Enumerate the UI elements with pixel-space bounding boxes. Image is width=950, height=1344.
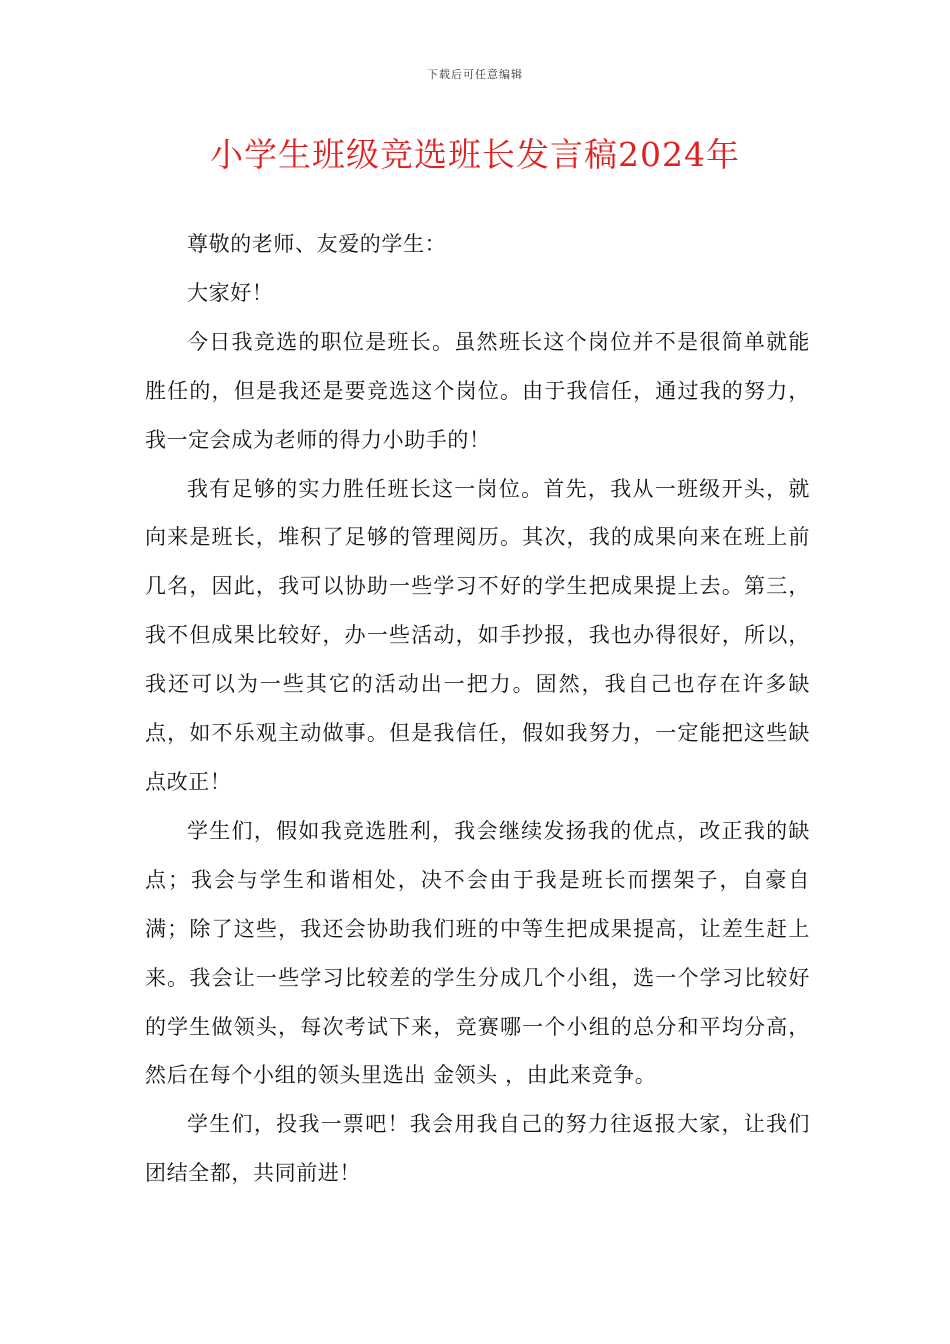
paragraph-greeting: 大家好！ xyxy=(187,280,274,305)
paragraph-intro: 今日我竞选的职位是班长。虽然班长这个岗位并不是很简单就能胜任的，但是我还是要竞选这个岗位。由于我信任，通过我的努力，我一定会成为老师的得力小助手的！ xyxy=(145,329,810,452)
document-title: 小学生班级竞选班长发言稿2024年 xyxy=(210,135,740,174)
header-note: 下载后可任意编辑 xyxy=(427,68,523,81)
paragraph-qualifications: 我有足够的实力胜任班长这一岗位。首先，我从一班级开头，就向来是班长，堆积了足够的管理阅历。其次，我的成果向来在班上前几名，因此，我可以协助一些学习不好的学生把成果提上去。第三，我不但成果比较好，办一些活动，如手抄报，我也办得很好，所以，我还可以为一些其它的活动出一把力。固然，我自己也存在许多缺点，如不乐观主动做事。但是我信任，假如我努力，一定能把这些缺点改正！ xyxy=(145,476,810,794)
paragraph-closing: 学生们，投我一票吧！我会用我自己的努力往返报大家，让我们团结全都，共同前进！ xyxy=(145,1112,810,1186)
paragraph-promises: 学生们，假如我竞选胜利，我会继续发扬我的优点，改正我的缺点；我会与学生和谐相处，决不会由于我是班长而摆架子，自豪自满；除了这些，我还会协助我们班的中等生把成果提高，让差生赶上来。我会让一些学习比较差的学生分成几个小组，选一个学习比较好的学生做领头，每次考试下来，竞赛哪一个小组的总分和平均分高，然后在每个小组的领头里选出 金领头 ，由此来竞争。 xyxy=(145,818,810,1088)
document-body xyxy=(145,220,810,1198)
paragraph-salutation: 尊敬的老师、友爱的学生： xyxy=(187,232,447,256)
